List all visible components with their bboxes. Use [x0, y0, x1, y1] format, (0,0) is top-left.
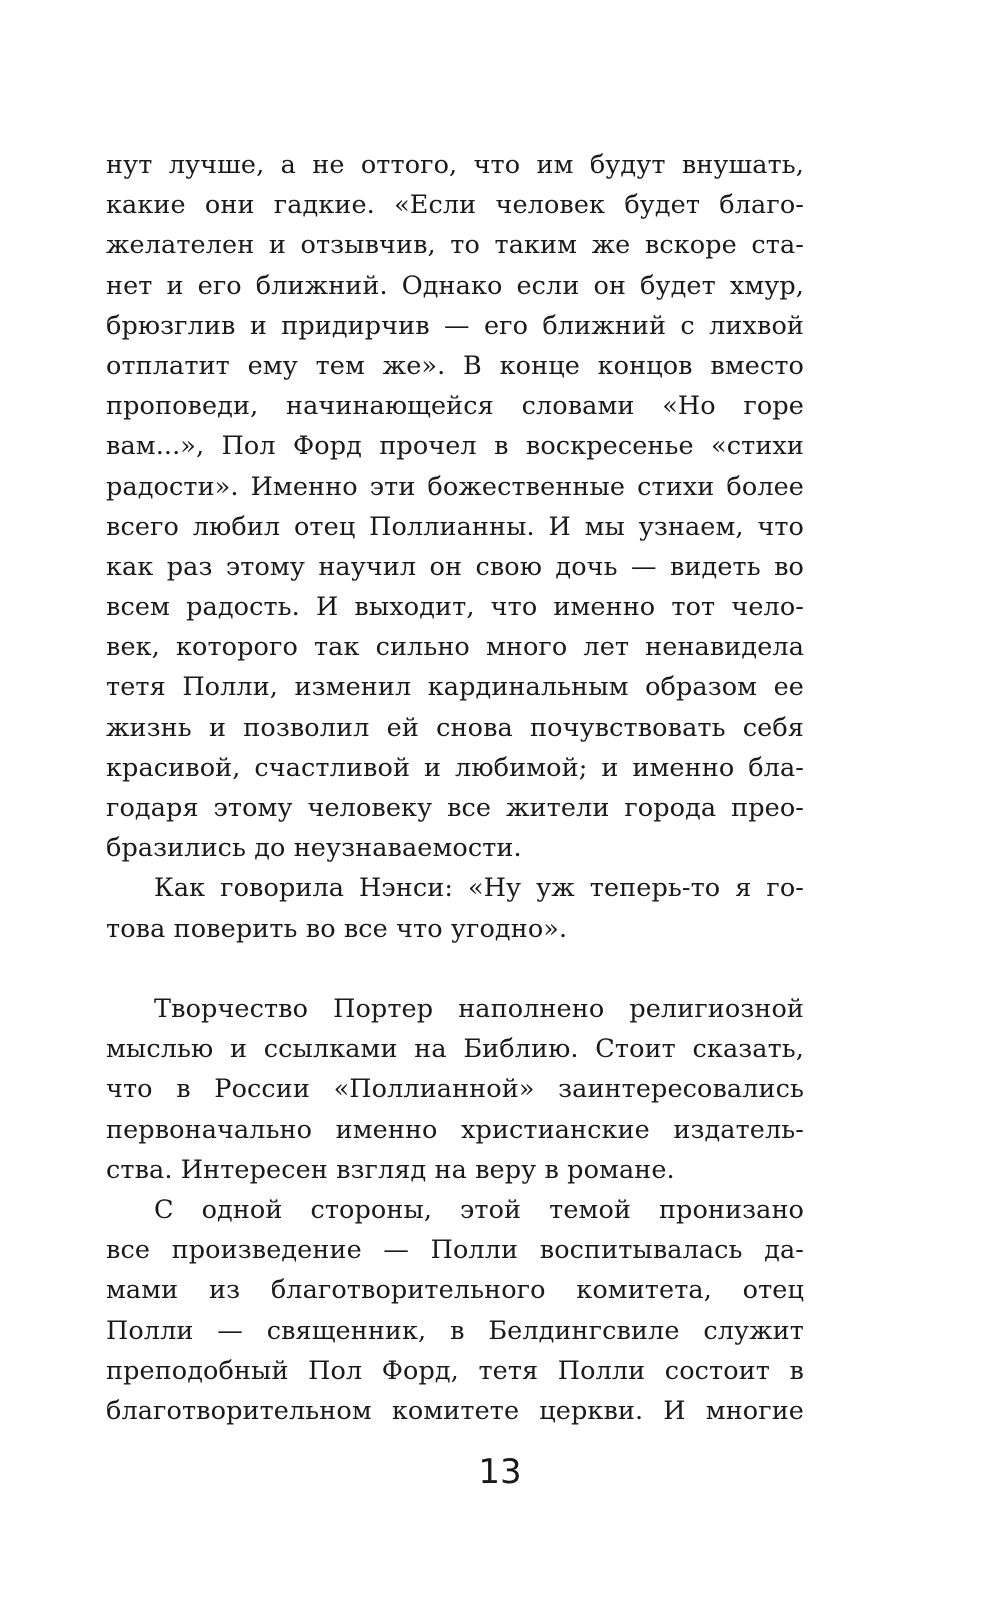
text-line: нут лучше, а не оттого, что им будут внушать,: [106, 150, 804, 180]
paragraph: [106, 145, 804, 868]
text-line: ства. Интересен взгляд на веру в романе.: [106, 1154, 675, 1185]
text-line: отплатит ему тем же». В конце концов вместо: [106, 350, 804, 381]
text-line: красивой, счастливой и любимой; и именно бла-: [106, 752, 804, 783]
text-line: век, которого так сильно много лет ненавидела: [106, 632, 804, 663]
text-line: вам...», Пол Форд прочел в воскресенье «стихи: [106, 431, 804, 462]
text-line: радости». Именно эти божественные стихи более: [106, 471, 804, 502]
text-line: Полли — священник, в Белдингсвиле служит: [106, 1315, 804, 1346]
text-line: годаря этому человеку все жители города прео-: [106, 793, 804, 823]
text-line: какие они гадкие. «Если человек будет благо-: [106, 190, 804, 221]
paragraph: [106, 868, 804, 948]
page-number: 13: [478, 1452, 522, 1492]
paragraph: [106, 989, 804, 1190]
text-line: брюзглив и придирчив — его ближний с лихвой: [106, 310, 804, 341]
text-line: что в России «Поллианной» заинтересовались: [106, 1074, 804, 1105]
text-line: проповеди, начинающейся словами «Но горе: [106, 391, 804, 422]
text-line: мами из благотворительного комитета, отец: [106, 1275, 804, 1306]
text-line: благотворительном комитете церкви. И многие: [106, 1395, 804, 1426]
text-line: как раз этому научил он свою дочь — видеть во: [106, 551, 804, 582]
text-line: всем радость. И выходит, что именно тот чело-: [106, 592, 804, 623]
text-line: нет и его ближний. Однако если он будет хмур,: [106, 270, 804, 301]
text-line: всего любил отец Поллианны. И мы узнаем, что: [106, 511, 804, 542]
text-line: мыслью и ссылками на Библию. Стоит сказать,: [106, 1034, 804, 1065]
text-line: това поверить во все что угодно».: [106, 913, 568, 944]
text-line: Творчество Портер наполнено религиозной: [154, 994, 804, 1024]
text-line: Как говорила Нэнси: «Ну уж теперь-то я го-: [154, 873, 804, 904]
text-line: жизнь и позволил ей снова почувствовать себя: [106, 712, 804, 743]
text-block-bottom: [106, 989, 804, 1431]
text-line: желателен и отзывчив, то таким же вскоре ста-: [106, 230, 804, 261]
text-line: бразились до неузнаваемости.: [106, 833, 522, 864]
text-line: С одной стороны, этой темой пронизано: [154, 1194, 804, 1225]
text-line: первоначально именно христианские издатель-: [106, 1114, 804, 1145]
paragraph: [106, 1190, 804, 1431]
text-line: тетя Полли, изменил кардинальным образом ее: [106, 672, 804, 703]
text-line: все произведение — Полли воспитывалась да-: [106, 1235, 804, 1266]
text-block-top: [106, 145, 804, 949]
text-line: преподобный Пол Форд, тетя Полли состоит в: [106, 1355, 804, 1386]
